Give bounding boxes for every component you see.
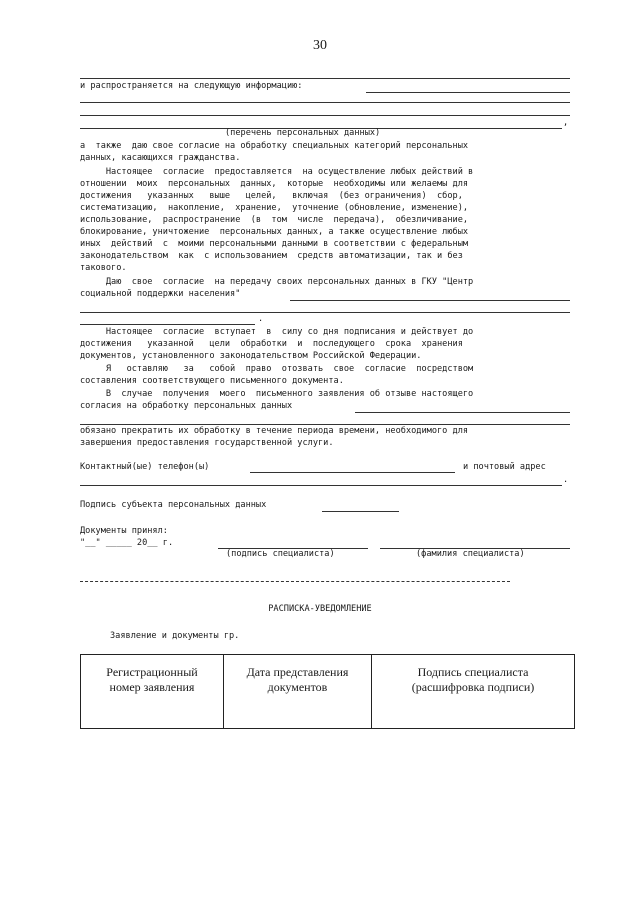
effect-paragraph-line: Настоящее согласие вступает в силу со дня подписания и действует до bbox=[80, 327, 474, 337]
consent-paragraph-line: Настоящее согласие предоставляется на осуществление любых действий в bbox=[80, 167, 474, 177]
documents-accepted-label: Документы принял: bbox=[80, 526, 168, 536]
period: . bbox=[258, 314, 264, 324]
table-cell-text: номер заявления bbox=[109, 680, 195, 694]
comma: , bbox=[563, 118, 569, 128]
postal-address-field-line bbox=[80, 485, 562, 486]
table-cell-text: документов bbox=[267, 680, 328, 694]
effect-paragraph-line: документов, установленного законодательством Российской Федерации. bbox=[80, 351, 422, 361]
consent-paragraph-line: блокирование, уничтожение персональных данных, а также осуществление любых bbox=[80, 227, 469, 237]
blank-line bbox=[80, 312, 570, 313]
stop-processing-line: завершения предоставления государственной услуги. bbox=[80, 438, 334, 448]
blank-line bbox=[80, 102, 570, 103]
consent-paragraph-line: достижения указанных выше целей, включая (без ограничения) сбор, bbox=[80, 191, 463, 201]
receipt-title: РАСПИСКА-УВЕДОМЛЕНИЕ bbox=[268, 604, 372, 614]
consent-paragraph-line: использование, распространение (в том числе передача), обезличивание, bbox=[80, 215, 469, 225]
page-number: 30 bbox=[313, 38, 327, 53]
specialist-signature-caption: (подпись специалиста) bbox=[226, 549, 335, 559]
subject-signature-label: Подпись субъекта персональных данных bbox=[80, 500, 267, 510]
stop-processing-line: обязано прекратить их обработку в течение периода времени, необходимого для bbox=[80, 426, 469, 436]
transfer-consent-line: социальной поддержки населения" bbox=[80, 289, 241, 299]
table-cell-text: Дата представления bbox=[246, 665, 349, 679]
table-row bbox=[81, 655, 575, 729]
revoke-paragraph-line: Я оставляю за собой право отозвать свое согласие посредством bbox=[80, 364, 474, 374]
withdrawal-paragraph-line: В случае получения моего письменного заявления об отзыве настоящего bbox=[80, 389, 474, 399]
period: . bbox=[563, 475, 569, 485]
org-name-field-line bbox=[290, 300, 570, 301]
special-consent-line: данных, касающихся гражданства. bbox=[80, 153, 241, 163]
blank-line bbox=[366, 92, 570, 93]
consent-paragraph-line: законодательством как с использованием средств автоматизации, так и без bbox=[80, 251, 463, 261]
table-cell-text: (расшифровка подписи) bbox=[411, 680, 535, 694]
effect-paragraph-line: достижения указанной цели обработки и последующего срока хранения bbox=[80, 339, 463, 349]
receipt-intro: Заявление и документы гр. bbox=[110, 631, 240, 641]
consent-paragraph-line: иных действий с моими персональными данными в соответствии с федеральным bbox=[80, 239, 469, 249]
transfer-consent-line: Даю свое согласие на передачу своих персональных данных в ГКУ "Центр bbox=[80, 277, 474, 287]
consent-paragraph-line: систематизацию, накопление, хранение, уточнение (обновление, изменение), bbox=[80, 203, 469, 213]
org-name-field-line bbox=[355, 412, 570, 413]
special-consent-line: а также даю свое согласие на обработку специальных категорий персональных bbox=[80, 141, 469, 151]
acceptance-date-line: "__" _____ 20__ г. bbox=[80, 538, 174, 548]
specialist-surname-caption: (фамилия специалиста) bbox=[416, 549, 525, 559]
table-cell-specialist-signature bbox=[372, 655, 575, 729]
info-intro-text: и распространяется на следующую информацию: bbox=[80, 81, 303, 91]
table-cell-registration-number bbox=[81, 655, 224, 729]
contact-phone-field-line bbox=[250, 472, 455, 473]
blank-line bbox=[80, 78, 570, 79]
contact-phone-label: Контактный(ые) телефон(ы) bbox=[80, 462, 210, 472]
blank-line bbox=[80, 424, 570, 425]
consent-paragraph-line: отношении моих персональных данных, которые необходимы или желаемы для bbox=[80, 179, 469, 189]
blank-line bbox=[80, 324, 255, 325]
table-cell-text: Подпись специалиста bbox=[417, 665, 529, 679]
revoke-paragraph-line: составления соответствующего письменного документа. bbox=[80, 376, 344, 386]
pd-list-caption: (перечень персональных данных) bbox=[225, 128, 381, 138]
receipt-table bbox=[80, 654, 575, 729]
dashed-separator bbox=[80, 581, 510, 582]
postal-address-label: и почтовый адрес bbox=[463, 462, 546, 472]
table-cell-text: Регистрационный bbox=[106, 665, 198, 679]
consent-paragraph-line: такового. bbox=[80, 263, 127, 273]
subject-signature-field-line bbox=[322, 511, 399, 512]
blank-line bbox=[80, 115, 570, 116]
table-cell-submission-date bbox=[224, 655, 372, 729]
withdrawal-paragraph-line: согласия на обработку персональных данных bbox=[80, 401, 293, 411]
